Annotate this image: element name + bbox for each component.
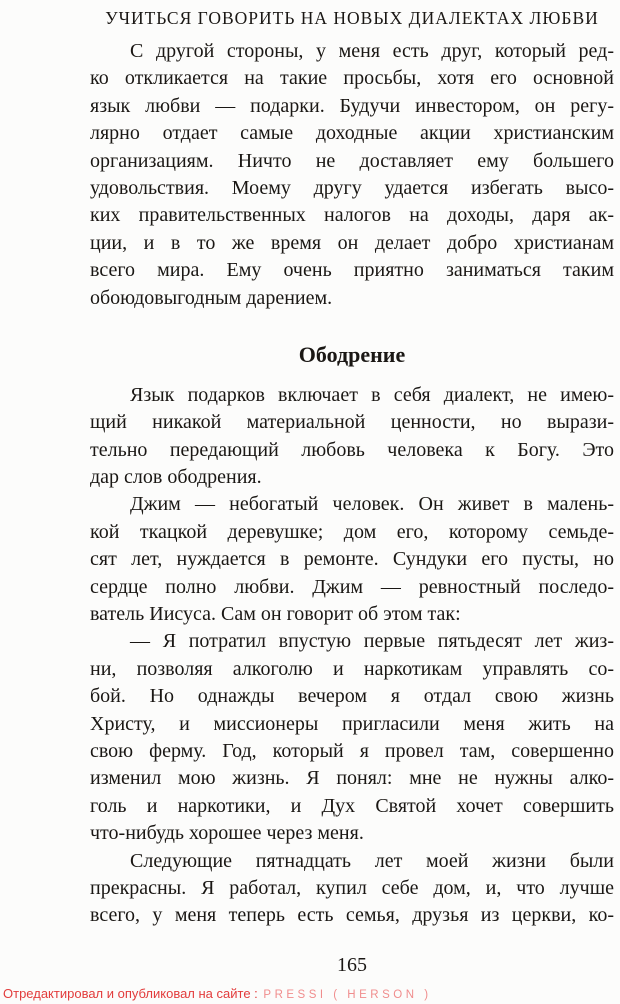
text-line: ватель Иисуса. Сам он говорит об этом так: (90, 603, 461, 626)
text-line: тельно передающий любовь человека к Богу. Это (90, 438, 614, 461)
text-line: язык любви — подарки. Будучи инвестором, он регу- (90, 94, 614, 117)
paragraph-4 (90, 628, 614, 847)
paragraph-3 (90, 491, 614, 628)
text-line: Язык подарков включает в себя диалект, не имею- (130, 383, 614, 406)
text-line: ни, позволяя алкоголю и наркотикам управлять со- (90, 657, 614, 680)
footer-credit (3, 986, 432, 1001)
section-heading: Ободрение (298, 341, 406, 367)
text-line: бой. Но однажды вечером я отдал свою жизнь (90, 685, 614, 708)
text-line: щий никакой материальной ценности, но вырази- (90, 411, 614, 434)
text-line: обоюдовыгодным дарением. (90, 286, 333, 309)
text-line: сердце полно любви. Джим — ревностный последо- (90, 575, 614, 598)
text-line: дар слов ободрения. (90, 466, 262, 489)
text-line: свою ферму. Год, который я провел там, совершенно (90, 739, 614, 762)
text-column (90, 0, 614, 978)
text-line: С другой стороны, у меня есть друг, который ред- (130, 40, 614, 62)
text-line: всего мира. Ему очень приятно заниматься таким (90, 259, 614, 282)
paragraph-1 (90, 38, 614, 312)
text-line: всего, у меня теперь есть семья, друзья из церкви, ко- (90, 904, 614, 927)
text-line: лярно отдает самые доходные акции христианским (90, 122, 614, 145)
text-line: сят лет, нуждается в ремонте. Сундуки его пусты, но (90, 548, 614, 571)
text-line: что-нибудь хорошее через меня. (90, 822, 364, 845)
paragraph-5 (90, 848, 614, 930)
text-line: удовольствия. Моему другу удается избегать высо- (90, 176, 614, 199)
text-line: ких правительственных налогов на доходы, даря ак- (90, 204, 614, 227)
footer-credit-text: Отредактировал и опубликовал на сайте : (3, 986, 258, 1001)
text-line: Следующие пятнадцать лет моей жизни были (130, 849, 614, 872)
text-line: прекрасны. Я работал, купил себе дом, и, что лучше (90, 876, 614, 899)
text-line: Джим — небогатый человек. Он живет в малень- (130, 493, 614, 516)
text-line: ко откликается на такие просьбы, хотя его основной (90, 67, 614, 90)
page-number: 165 (337, 953, 367, 976)
footer-site-name: PRESSI ( HERSON ) (263, 989, 432, 1001)
text-line: — Я потратил впустую первые пятьдесят лет жиз- (130, 630, 614, 653)
text-line: голь и наркотики, и Дух Святой хочет совершить (90, 794, 614, 817)
text-line: Христу, и миссионеры пригласили меня жить на (90, 712, 614, 735)
text-line: ции, и в то же время он делает добро христианам (90, 231, 614, 254)
text-line: организациям. Ничто не доставляет ему большего (90, 149, 614, 172)
text-line: кой ткацкой деревушке; дом его, которому семьде- (90, 520, 614, 543)
text-line: изменил мою жизнь. Я понял: мне не нужны алко- (90, 767, 614, 790)
running-header: УЧИТЬСЯ ГОВОРИТЬ НА НОВЫХ ДИАЛЕКТАХ ЛЮБВИ (105, 8, 599, 28)
paragraph-2 (90, 382, 614, 492)
